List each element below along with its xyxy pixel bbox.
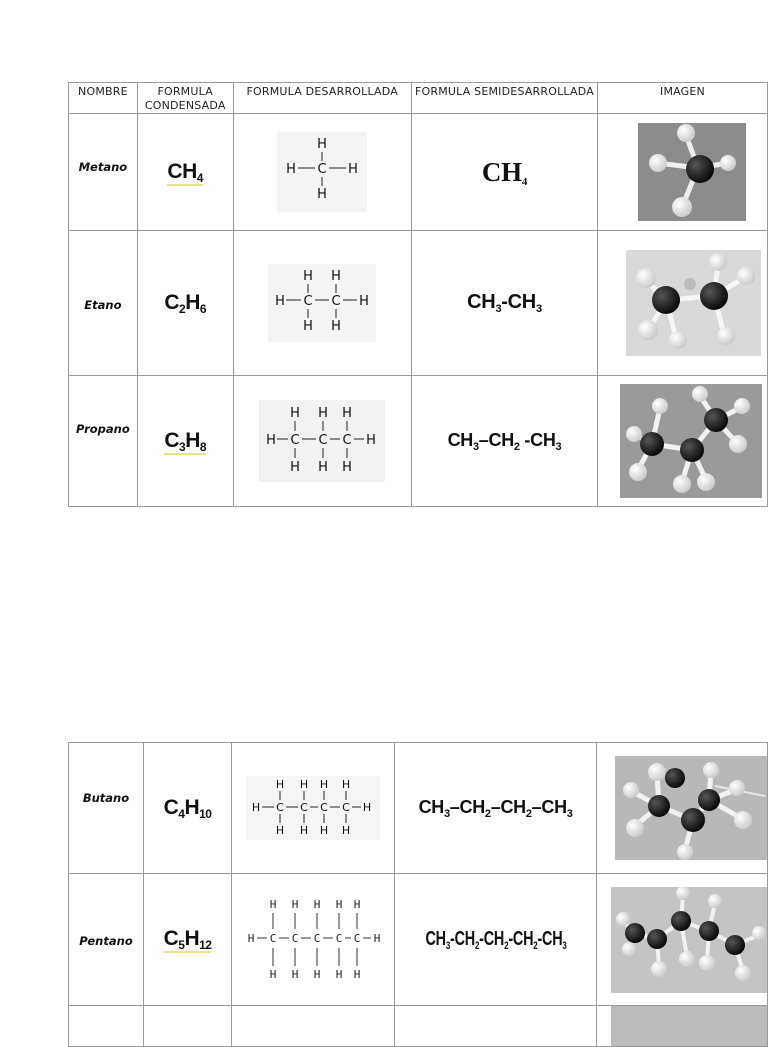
molecule-photo-etano	[626, 250, 761, 356]
condensed-formula: $C_2H_6$	[164, 290, 207, 316]
svg-text:C: C	[318, 433, 328, 448]
svg-text:C: C	[291, 931, 299, 945]
svg-text:H: H	[303, 319, 314, 334]
svg-text:H: H	[291, 897, 299, 911]
svg-text:H: H	[342, 778, 351, 791]
svg-text:C: C	[342, 801, 350, 814]
compound-name: Etano	[84, 297, 122, 312]
molecule-photo-pentano	[611, 887, 767, 993]
molecule-photo-butano	[615, 756, 767, 860]
svg-text:H: H	[348, 162, 359, 177]
svg-text:C: C	[342, 433, 352, 448]
svg-text:C: C	[313, 931, 321, 945]
compound-name: Butano	[82, 791, 130, 805]
svg-text:C: C	[335, 931, 343, 945]
svg-text:H: H	[342, 406, 353, 421]
structural-formula	[277, 132, 367, 212]
svg-text:C: C	[300, 801, 308, 814]
semi-developed-formula: $CH_3-CH_3$	[467, 291, 542, 315]
table-row	[69, 874, 768, 1006]
molecule-photo-partial	[611, 1006, 767, 1046]
compound-name: Propano	[76, 422, 130, 436]
svg-text:C: C	[320, 801, 328, 814]
semi-developed-formula: $CH_3-CH_2$ $-CH_3$	[447, 429, 562, 453]
svg-text:C: C	[276, 801, 284, 814]
svg-text:H: H	[366, 433, 377, 448]
svg-text:H: H	[318, 406, 329, 421]
svg-text:H: H	[359, 294, 370, 309]
svg-text:H: H	[373, 931, 381, 945]
svg-text:H: H	[300, 824, 309, 837]
header-formula-desarrollada: FORMULA DESARROLLADA	[233, 83, 411, 114]
svg-text:H: H	[353, 897, 361, 911]
header-nombre: NOMBRE	[69, 83, 138, 114]
alkanes-table-1	[68, 82, 768, 507]
svg-text:H: H	[276, 824, 285, 837]
svg-text:H: H	[275, 294, 286, 309]
header-formula-condensada: FORMULA CONDENSADA	[137, 83, 233, 114]
header-imagen: IMAGEN	[598, 83, 768, 114]
compound-name: Pentano	[79, 934, 133, 948]
svg-text:H: H	[313, 897, 321, 911]
svg-text:H: H	[320, 778, 329, 791]
svg-text:H: H	[303, 269, 314, 284]
svg-text:H: H	[317, 187, 328, 202]
table-row	[69, 114, 768, 231]
table-row	[69, 376, 768, 507]
svg-text:C: C	[303, 294, 313, 309]
svg-text:C: C	[269, 931, 277, 945]
svg-text:H: H	[290, 460, 301, 475]
svg-text:C: C	[331, 294, 341, 309]
svg-text:H: H	[331, 319, 342, 334]
svg-text:H: H	[291, 967, 299, 981]
svg-text:H: H	[247, 931, 255, 945]
molecule-photo-metano	[638, 123, 746, 221]
svg-text:H: H	[317, 137, 328, 152]
svg-text:H: H	[269, 967, 277, 981]
svg-text:H: H	[269, 897, 277, 911]
svg-text:H: H	[331, 269, 342, 284]
svg-text:H: H	[318, 460, 329, 475]
compound-name: Metano	[78, 160, 128, 174]
structural-formula	[241, 898, 385, 982]
svg-text:C: C	[353, 931, 361, 945]
svg-text:H: H	[300, 778, 309, 791]
structural-formula	[246, 776, 380, 840]
svg-text:H: H	[335, 897, 343, 911]
svg-text:H: H	[266, 433, 277, 448]
svg-text:H: H	[276, 778, 285, 791]
header-row	[69, 83, 768, 114]
svg-text:H: H	[335, 967, 343, 981]
table-row	[69, 1006, 768, 1047]
condensed-formula: $C_5H_{12}$	[163, 927, 212, 952]
condensed-formula: $C_4H_{10}$	[163, 795, 212, 821]
table-row	[69, 743, 768, 874]
svg-text:H: H	[286, 162, 297, 177]
condensed-formula: $C_3H_8$	[164, 428, 207, 454]
svg-text:H: H	[353, 967, 361, 981]
svg-text:H: H	[290, 406, 301, 421]
semi-developed-formula: $CH_3-CH_2-CH_2-CH_3$	[418, 796, 573, 820]
svg-text:H: H	[363, 801, 372, 814]
svg-text:H: H	[320, 824, 329, 837]
semi-developed-formula: $CH_3-CH_2-CH_2-CH_2-CH_3$	[424, 927, 567, 952]
alkanes-table-2	[68, 742, 768, 1047]
molecule-photo-propano	[620, 384, 762, 498]
svg-text:C: C	[317, 162, 327, 177]
svg-text:H: H	[252, 801, 261, 814]
semi-developed-formula: $CH_4$	[481, 156, 528, 188]
table-row	[69, 231, 768, 376]
svg-text:H: H	[313, 967, 321, 981]
svg-text:H: H	[342, 460, 353, 475]
svg-text:H: H	[342, 824, 351, 837]
svg-text:C: C	[290, 433, 300, 448]
structural-formula	[259, 400, 385, 482]
condensed-formula: $CH_4$	[167, 159, 203, 185]
structural-formula	[268, 264, 376, 342]
header-formula-semidesarrollada: FORMULA SEMIDESARROLLADA	[411, 83, 597, 114]
